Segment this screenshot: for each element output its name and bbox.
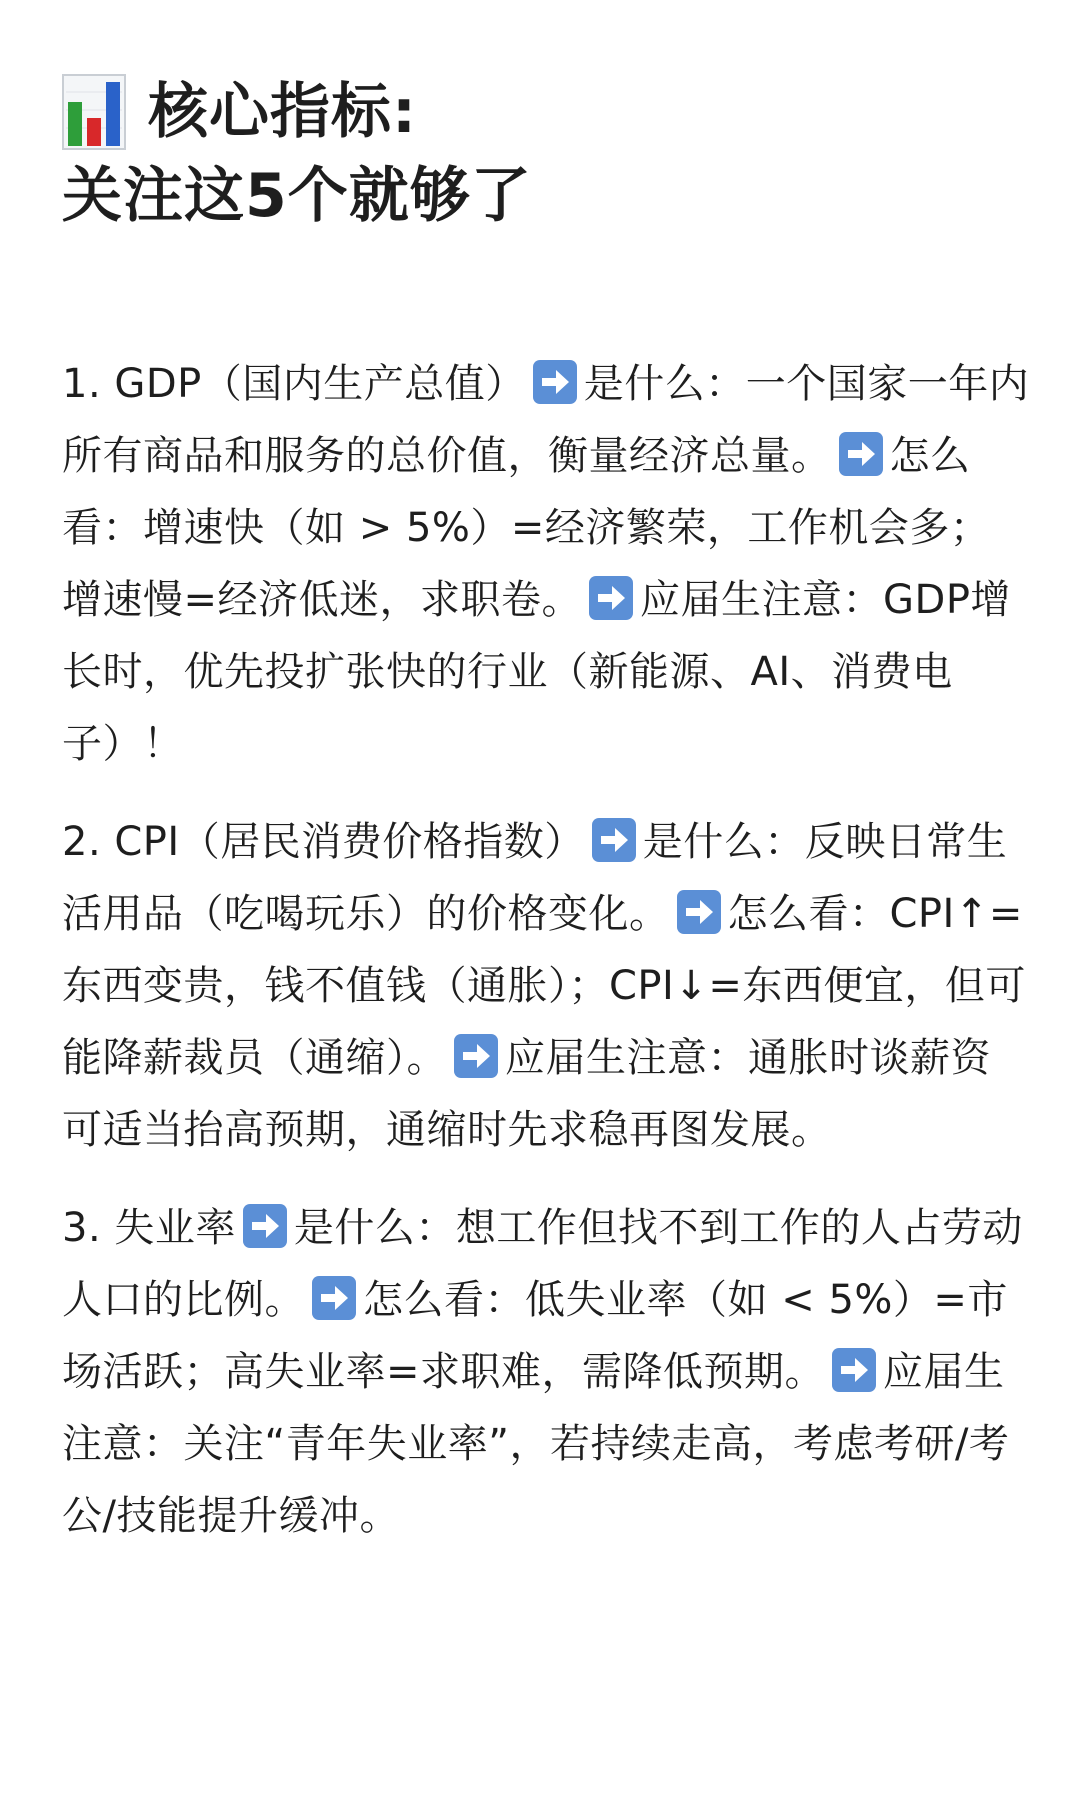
how-label: 怎么看：	[62, 433, 971, 551]
indicator-section	[62, 348, 1030, 780]
what-text: 反映日常生活用品（吃喝玩乐）的价格变化。	[62, 819, 1008, 937]
note-text: GDP增长时，优先投扩张快的行业（新能源、AI、消费电子）！	[62, 577, 1011, 767]
how-label: 怎么看：	[363, 1277, 525, 1323]
how-text: 增速快（如 > 5%）=经济繁荣，工作机会多；增速慢=经济低迷，求职卷。	[62, 505, 991, 623]
how-label: 怎么看：	[727, 891, 890, 937]
bar-chart-icon	[62, 74, 126, 150]
note-text: 通胀时谈薪资可适当抬高预期，通缩时先求稳再图发展。	[62, 1035, 991, 1153]
note-label: 应届生注意：	[62, 1349, 1005, 1467]
right-arrow-icon	[532, 359, 578, 405]
title-text-line-1: 核心指标:	[148, 77, 417, 147]
right-arrow-icon	[676, 889, 722, 935]
page-title	[62, 70, 1030, 238]
what-label: 是什么：	[583, 361, 746, 407]
title-line-2	[62, 154, 1030, 238]
right-arrow-icon	[591, 817, 637, 863]
indicator-section	[62, 806, 1030, 1166]
how-text: CPI↑=东西变贵，钱不值钱（通胀）；CPI↓=东西便宜，但可能降薪裁员（通缩）。	[62, 891, 1026, 1081]
indicator-heading: 2. CPI（居民消费价格指数）	[62, 819, 585, 865]
note-label: 应届生注意：	[505, 1035, 748, 1081]
how-text: 低失业率（如 < 5%）=市场活跃；高失业率=求职难，需降低预期。	[62, 1277, 1008, 1395]
what-text: 一个国家一年内所有商品和服务的总价值，衡量经济总量。	[62, 361, 1030, 479]
indicator-section	[62, 1192, 1030, 1552]
indicator-heading: 3. 失业率	[62, 1205, 236, 1251]
right-arrow-icon	[838, 431, 884, 477]
right-arrow-icon	[588, 575, 634, 621]
indicator-list	[62, 348, 1030, 1552]
note-label: 应届生注意：	[640, 577, 884, 623]
what-label: 是什么：	[642, 819, 805, 865]
title-line-1	[62, 70, 1030, 154]
right-arrow-icon	[311, 1275, 357, 1321]
what-label: 是什么：	[293, 1205, 456, 1251]
title-text-line-2: 关注这5个就够了	[62, 161, 532, 231]
indicator-heading: 1. GDP（国内生产总值）	[62, 361, 526, 407]
right-arrow-icon	[242, 1203, 288, 1249]
right-arrow-icon	[831, 1347, 877, 1393]
right-arrow-icon	[453, 1033, 499, 1079]
what-text: 想工作但找不到工作的人占劳动人口的比例。	[62, 1205, 1023, 1323]
note-text: 关注“青年失业率”，若持续走高，考虑考研/考公/技能提升缓冲。	[62, 1421, 1010, 1539]
